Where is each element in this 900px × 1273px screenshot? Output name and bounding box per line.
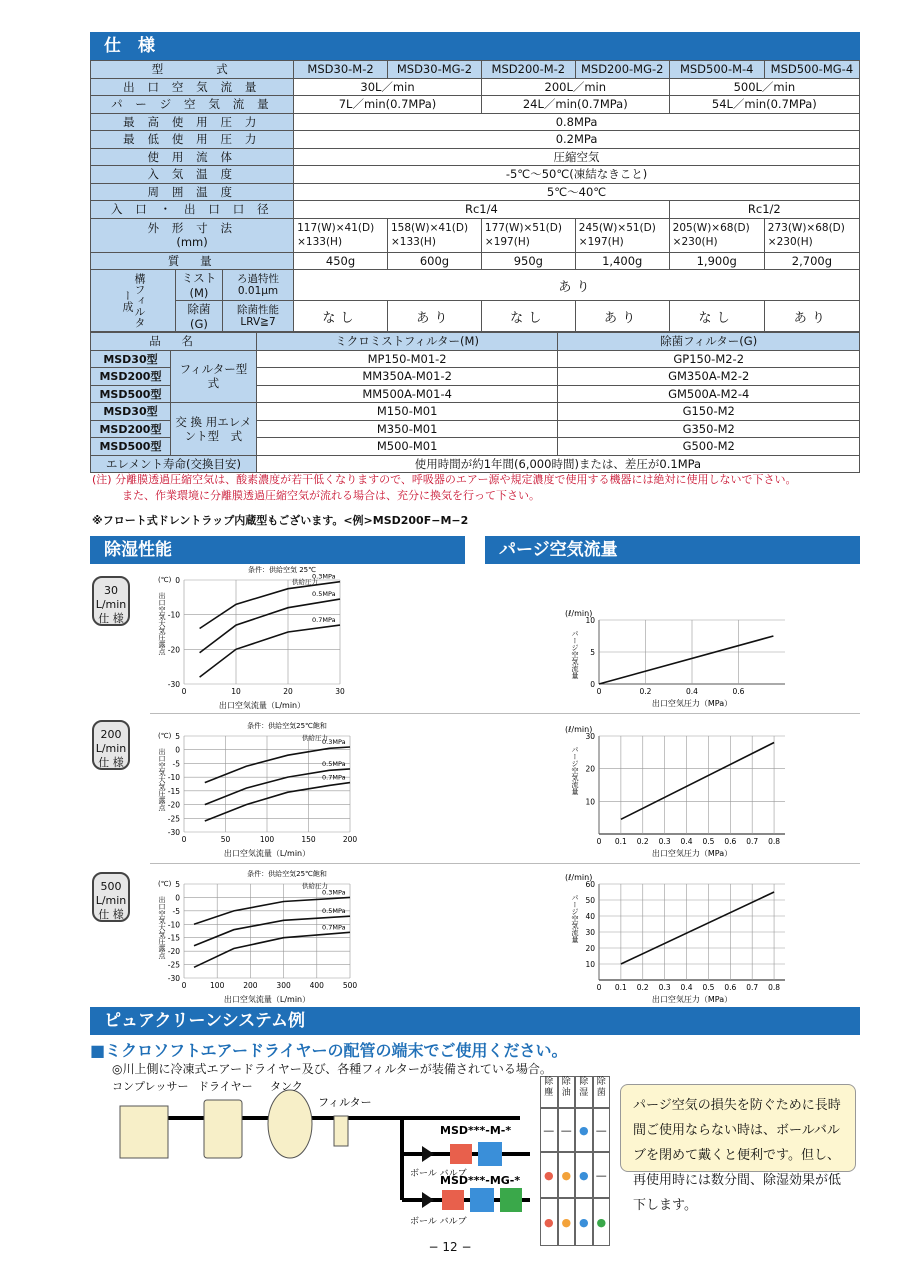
y-axis-label: 出口空気大気圧露点 [158,748,166,811]
spec-value: 0.2MPa [294,131,860,149]
parts-header-row [91,333,860,351]
spec-row-label: 使 用 流 体 [91,148,294,166]
dims-line: ×197(H) [578,236,624,248]
model-name: MSD30-MG-2 [388,61,482,79]
spec-row-label: 最 高 使 用 圧 力 [91,113,294,131]
grid-cell: ● [558,1152,576,1198]
part-number: GM350A-M2-2 [558,368,860,386]
x-axis-label: 出口空気流量（L/min） [218,701,306,710]
ball-valve-label: ボール バルブ [410,1217,467,1227]
series-label: 0.5MPa [322,759,346,768]
life-value: 使用時間が約1年間(6,000時間)または、差圧が0.1MPa [256,455,859,473]
series-label: 0.7MPa [322,773,346,782]
model-name: MSD200-MG-2 [575,61,669,79]
y-tick-label: 30 [585,928,595,937]
filter-value: あり [294,270,860,301]
spec-title: 仕 様 [104,36,155,56]
ball-valve-label: ボール バルブ [410,1169,467,1179]
dims-line: ×230(H) [672,236,718,248]
y-tick-label: -10 [167,920,180,930]
mass-row [91,252,860,270]
badge-line: 200 [100,728,122,741]
grid-header: 除塵 [540,1076,558,1108]
x-tick-label: 0.3 [658,837,671,846]
grid-cell: — [593,1152,611,1198]
spec-row [91,148,860,166]
purge-chart-3 [555,866,805,1006]
y-axis-label: パージ空気流量 [571,630,579,679]
purge-chart-2 [555,718,805,860]
series-label: 0.7MPa [322,923,346,932]
spec-row [91,78,860,96]
series-line [621,892,774,964]
badge-line: 仕 様 [98,908,124,921]
filter-group-label: 構フィルター成 [91,270,176,332]
dims-value [294,218,388,252]
spec-value: 圧縮空気 [294,148,860,166]
mass-value: 600g [388,252,482,270]
series-line [200,599,340,653]
y-tick-label: 40 [585,912,595,921]
mass-value: 2,700g [764,252,859,270]
y-tick-label: 0 [590,680,595,689]
x-axis-label: 出口空気圧力（MPa） [651,995,733,1004]
series-label: 0.5MPa [322,907,346,916]
y-unit: (℃) [158,576,172,584]
part-number: MM350A-M01-2 [256,368,558,386]
y-unit: (℃) [158,732,172,740]
membrane-dryer-icon [470,1188,494,1212]
y-axis-label: パージ空気流量 [571,894,579,943]
ball-valve-icon [422,1192,434,1208]
y-axis-label: パージ空気流量 [571,746,579,795]
dims-value [388,218,482,252]
y-axis-label: 出口空気大気圧露点 [158,896,166,959]
grid-cell: ● [540,1152,558,1198]
y-tick-label: -30 [167,974,180,983]
y-tick-label: -30 [167,828,180,837]
part-number: GP150-M2-2 [558,350,860,368]
part-number: G150-M2 [558,403,860,421]
system-subheading: ◎川上側に冷凍式エアードライヤー及び、各種フィルターが装備されている場合。 [112,1062,552,1076]
purge-banner [485,536,860,564]
tank-label: タンク [270,1080,303,1093]
x-tick-label: 0.8 [768,837,781,846]
grid-row [540,1198,610,1246]
dims-unit: (mm) [176,235,208,249]
x-tick-label: 0 [181,687,187,696]
x-tick-label: 0 [596,837,602,846]
mass-value: 1,400g [575,252,669,270]
badge-line: L/min [95,894,127,907]
life-row [91,455,860,473]
element-type-header: 交 換 用エレメント型 式 [170,403,256,456]
ball-valve-icon [422,1146,434,1162]
grid-cell: ● [575,1108,593,1152]
y-unit: (℃) [158,880,172,888]
model-name: MSD200-M-2 [481,61,575,79]
dehumid-chart-200 [140,718,370,860]
x-tick-label: 20 [283,687,293,696]
filter-value: あり [764,301,859,332]
x-tick-label: 300 [276,981,291,990]
y-tick-label: 20 [585,944,595,953]
dims-line: ×133(H) [391,236,436,248]
filter-value: なし [669,301,764,332]
y-tick-label: 5 [175,880,180,889]
dehumid-title: 除湿性能 [104,540,172,560]
parts-row [91,350,860,368]
x-tick-label: 50 [220,835,231,844]
spec-badge-500 [92,872,130,922]
grid-cell: — [558,1108,576,1152]
mg-model-label: MSD***-MG-* [440,1174,521,1187]
x-tick-label: 30 [335,687,345,696]
y-tick-label: 0 [175,576,180,585]
dims-line: ×197(H) [484,236,530,248]
y-tick-label: -25 [167,814,180,824]
spec-row [91,131,860,149]
model-short: MSD200型 [91,420,171,438]
y-tick-label: 10 [585,616,595,625]
grid-cell: ● [593,1198,611,1246]
x-tick-label: 0.6 [724,837,737,846]
y-tick-label: -20 [167,800,180,810]
x-axis-label: 出口空気圧力（MPa） [651,849,733,858]
filter-row-mist [91,270,860,301]
x-axis-label: 出口空気流量（L/min） [223,849,311,858]
membrane-dryer-icon [478,1142,502,1166]
series-label: 0.3MPa [322,888,346,897]
mass-value: 450g [294,252,388,270]
parts-header-m: ミクロミストフィルター(M) [256,333,558,351]
spec-badge-30 [92,576,130,626]
y-tick-label: -15 [167,933,180,943]
spec-value: 7L／min(0.7MPa) [294,96,482,114]
pressure-label: 供給圧力 [292,578,318,586]
badge-line: 500 [100,880,122,893]
dims-line: ×133(H) [297,236,343,248]
system-heading: ■ミクロソフトエアードライヤーの配管の端末でご使用ください。 [90,1041,568,1060]
note-line: (注) 分離膜透過圧縮空気は、酸素濃度が若干低くなりますので、呼吸器のエアー源や規定濃度で使用する機器には絶対に使用しないで下さい。 [92,473,797,486]
grid-header: 除菌 [593,1076,611,1108]
spec-row [91,96,860,114]
spec-banner [90,32,860,60]
part-number: M350-M01 [256,420,558,438]
x-axis-label: 出口空気流量（L/min） [223,995,311,1004]
model-short: MSD30型 [91,350,171,368]
dims-label: 外 形 寸 法 [147,221,237,235]
y-unit: (ℓ/min) [565,609,593,618]
parts-row [91,403,860,421]
chart-divider [150,863,860,864]
x-tick-label: 0.4 [680,983,693,992]
system-banner [90,1007,860,1035]
x-tick-label: 0.5 [702,983,715,992]
x-tick-label: 0 [181,835,187,844]
spec-row-label: 入 気 温 度 [91,166,294,184]
y-tick-label: 10 [585,797,595,807]
y-tick-label: 50 [585,896,595,905]
grid-cell: ● [575,1152,593,1198]
purge-chart-1 [555,602,805,710]
series-line [205,783,350,821]
tank-icon [268,1090,312,1158]
life-label: エレメント寿命(交換目安) [91,455,257,473]
filter-label: フィルター [318,1096,372,1109]
purge-title: パージ空気流量 [499,540,618,560]
series-label: 0.7MPa [312,616,336,625]
badge-line: 仕 様 [98,756,124,769]
x-tick-label: 10 [231,687,241,696]
x-tick-label: 100 [210,981,225,990]
spec-value: Rc1/2 [669,201,859,219]
dims-value [481,218,575,252]
dehumid-banner [90,536,465,564]
grid-cell: ● [540,1198,558,1246]
y-tick-label: -5 [172,906,180,916]
x-tick-label: 0.6 [732,687,745,696]
chart-divider [150,713,860,714]
spec-row-label: 最 低 使 用 圧 力 [91,131,294,149]
x-tick-label: 0 [596,687,602,696]
series-line [599,636,773,684]
y-unit: (ℓ/min) [565,725,593,734]
x-tick-label: 200 [243,981,258,990]
x-tick-label: 500 [342,981,358,990]
model-short: MSD200型 [91,368,171,386]
dust-filter-icon [442,1190,464,1210]
mass-label: 質 量 [91,252,294,270]
spec-row [91,183,860,201]
x-tick-label: 0.2 [636,837,649,846]
dims-row [91,218,860,252]
x-tick-label: 0.7 [746,837,759,846]
m-model-label: MSD***-M-* [440,1124,512,1137]
filter-prop-label: ろ過特性 0.01μm [222,270,293,301]
x-tick-label: 0.8 [768,983,781,992]
grid-header: 除湿 [575,1076,593,1108]
y-tick-label: 30 [585,732,595,741]
y-tick-label: -5 [172,759,180,769]
pressure-label: 供給圧力 [302,734,328,742]
spec-row-label: パ ー ジ 空 気 流 量 [91,96,294,114]
x-tick-label: 0 [596,983,602,992]
part-number: GM500A-M2-4 [558,385,860,403]
filter-row-germ [91,301,860,332]
y-tick-label: -15 [167,786,180,796]
series-line [621,743,774,820]
series-line [200,625,340,677]
x-tick-label: 0.2 [636,983,649,992]
filter-value: なし [294,301,388,332]
series-label: 0.3MPa [312,572,336,581]
y-tick-label: 5 [175,732,180,741]
y-tick-label: -10 [167,773,180,783]
dryer-icon [204,1100,242,1158]
y-tick-label: 60 [585,880,595,889]
spec-row-label: 入 口 ・ 出 口 口 径 [91,201,294,219]
compressor-icon [120,1106,168,1158]
dims-line: 158(W)×41(D) [391,222,469,234]
result-grid [540,1076,610,1246]
result-grid-header [540,1076,610,1108]
part-number: M500-M01 [256,438,558,456]
model-short: MSD500型 [91,438,171,456]
spec-value: Rc1/4 [294,201,670,219]
model-short: MSD500型 [91,385,171,403]
x-tick-label: 0.3 [658,983,671,992]
filter-value: あり [388,301,482,332]
dryer-label: ドライヤー [198,1080,253,1093]
result-grid-body [540,1108,610,1246]
x-tick-label: 400 [309,981,324,990]
chart-condition: 条件：供給空気 25℃ [248,566,316,574]
mass-value: 1,900g [669,252,764,270]
spec-value: 0.8MPa [294,113,860,131]
x-tick-label: 200 [342,835,358,844]
badge-line: L/min [95,598,127,611]
y-tick-label: -20 [167,645,180,655]
dims-line: ×230(H) [767,236,813,248]
filter-value: あり [575,301,669,332]
spec-row-label: 出 口 空 気 流 量 [91,78,294,96]
x-tick-label: 0.5 [702,837,715,846]
mass-value: 950g [481,252,575,270]
spec-row-label: 周 囲 温 度 [91,183,294,201]
compressor-label: コンプレッサー [112,1080,189,1093]
grid-row [540,1152,610,1198]
badge-line: 30 [104,584,118,597]
parts-table [90,332,860,473]
dims-line: 245(W)×51(D) [578,222,656,234]
y-unit: (ℓ/min) [565,873,593,882]
x-tick-label: 150 [301,835,316,844]
grid-cell: ● [575,1198,593,1246]
model-label: 型 式 [91,61,294,79]
y-tick-label: 0 [175,893,180,903]
system-title: ピュアクリーンシステム例 [104,1011,306,1031]
y-tick-label: -25 [167,960,180,970]
spec-value: 500L／min [669,78,859,96]
spec-value: 5℃～40℃ [294,183,860,201]
grid-cell: ● [558,1198,576,1246]
parts-header-g: 除菌フィルター(G) [558,333,860,351]
chart-condition: 条件：供給空気25℃飽和 [247,722,327,730]
y-tick-label: 0 [175,745,180,755]
x-tick-label: 0.7 [746,983,759,992]
grid-cell: — [540,1108,558,1152]
model-name: MSD500-M-4 [669,61,764,79]
model-name: MSD500-MG-4 [764,61,859,79]
model-row [91,61,860,79]
model-short: MSD30型 [91,403,171,421]
dehumid-chart-500 [140,866,370,1006]
x-tick-label: 0.4 [686,687,698,696]
germ-filter-icon [500,1188,522,1212]
parts-name-label: 品 名 [91,333,257,351]
x-tick-label: 0.2 [639,687,652,696]
spec-value: 30L／min [294,78,482,96]
dims-label-cell [91,218,294,252]
pressure-label: 供給圧力 [302,882,328,890]
x-tick-label: 0.4 [680,837,693,846]
y-tick-label: -20 [167,947,180,957]
dims-value [669,218,764,252]
warning-note [92,472,882,504]
purge-callout: パージ空気の損失を防ぐために長時間ご使用ならない時は、ボールバルブを閉めて戴くと便利です。但し、再使用時には数分間、除湿効果が低下します。 [620,1084,856,1172]
dims-line: 273(W)×68(D) [767,222,845,234]
part-number: G350-M2 [558,420,860,438]
part-number: G500-M2 [558,438,860,456]
y-tick-label: -10 [167,610,180,620]
float-note: ※フロート式ドレントラップ内蔵型もございます。<例>MSD200F−M−2 [92,514,469,527]
y-tick-label: -30 [167,680,180,689]
spec-table [90,60,860,332]
y-tick-label: 10 [585,960,595,969]
dims-line: 205(W)×68(D) [672,222,750,234]
badge-line: 仕 様 [98,612,124,625]
filter-type-label: 除菌(G) [176,301,223,332]
spec-value: 24L／min(0.7MPa) [481,96,669,114]
grid-header: 除油 [558,1076,576,1108]
part-number: MM500A-M01-4 [256,385,558,403]
spec-badge-200 [92,720,130,770]
part-number: M150-M01 [256,403,558,421]
filter-prop-label: 除菌性能 LRV≧7 [222,301,293,332]
spec-value: 200L／min [481,78,669,96]
filter-type-label: ミスト(M) [176,270,223,301]
spec-row [91,166,860,184]
x-tick-label: 0.1 [614,983,627,992]
series-label: 0.3MPa [322,737,346,746]
x-tick-label: 0.6 [724,983,737,992]
y-tick-label: 20 [585,764,595,774]
filter-value: なし [481,301,575,332]
note-line: また、作業環境に分離膜透過圧縮空気が流れる場合は、充分に換気を行って下さい。 [122,489,540,502]
filter-icon [334,1116,348,1146]
badge-line: L/min [95,742,127,755]
dims-line: 177(W)×51(D) [484,222,562,234]
grid-cell: — [593,1108,611,1152]
dust-filter-icon [450,1144,472,1164]
dehumid-chart-30 [140,562,360,712]
spec-value: 54L／min(0.7MPa) [669,96,859,114]
dims-line: 117(W)×41(D) [297,222,375,234]
chart-condition: 条件：供給空気25℃飽和 [247,870,327,878]
dims-value [764,218,859,252]
y-axis-label: 出口空気大気圧露点 [158,592,166,655]
spec-row [91,201,860,219]
x-axis-label: 出口空気圧力（MPa） [651,699,733,708]
spec-value: -5℃～50℃(凍結なきこと) [294,166,860,184]
x-tick-label: 0 [181,981,187,990]
series-label: 0.5MPa [312,590,336,599]
x-tick-label: 0.1 [614,837,627,846]
filter-type-header: フィルター型 式 [170,350,256,403]
grid-row [540,1108,610,1152]
page-number: − 12 − [428,1240,472,1254]
model-name: MSD30-M-2 [294,61,388,79]
spec-row [91,113,860,131]
y-tick-label: 5 [590,648,595,657]
part-number: MP150-M01-2 [256,350,558,368]
dims-value [575,218,669,252]
x-tick-label: 100 [259,835,275,844]
